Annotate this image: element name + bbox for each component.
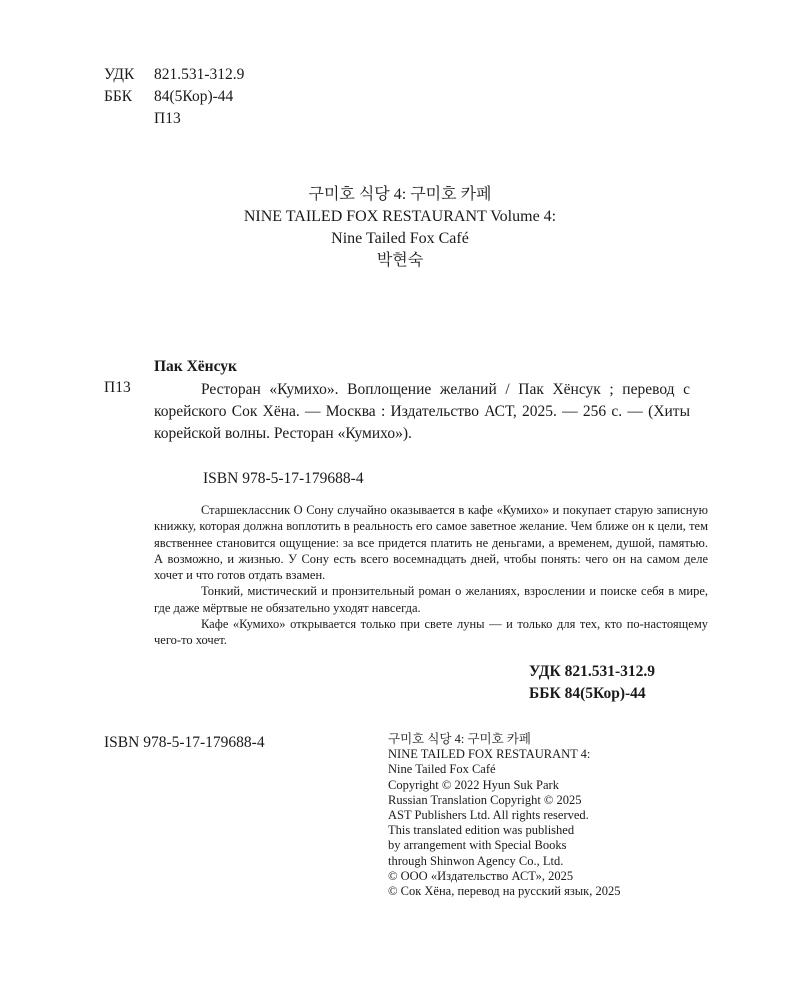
record-cutter: П13 <box>104 379 131 396</box>
copyright-line: 구미호 식당 4: 구미호 카페 <box>388 732 531 746</box>
original-title-block <box>0 184 800 272</box>
cutter-row <box>104 108 244 130</box>
bold-classification-codes <box>529 661 655 705</box>
bbk-value: 84(5Кор)-44 <box>154 88 234 105</box>
copyright-line: by arrangement with Special Books <box>388 838 567 853</box>
korean-author: 박현숙 <box>376 252 424 269</box>
copyright-block <box>388 732 620 899</box>
bold-udk: УДК 821.531-312.9 <box>529 663 655 680</box>
annotation-paragraph-1: Старшеклассник О Сону случайно оказывается в кафе «Кумихо» и покупает старую записную книжку, которая должна воплотить в реальность его самое заветное желание. Чем ближе он к цели, тем явственнее становится ощущение: за все придется платить не деньгами, а временем, душой, памятью. А возможно, и жизнью. У Сону есть всего восемнадцать дней, чтобы понять: чего он на самом деле хочет и что готов отдать взамен. <box>154 503 708 583</box>
bottom-isbn: ISBN 978-5-17-179688-4 <box>104 734 265 751</box>
cutter-code: П13 <box>154 110 181 127</box>
annotation <box>154 502 708 649</box>
record-isbn: ISBN 978-5-17-179688-4 <box>203 470 364 487</box>
annotation-paragraph-3: Кафе «Кумихо» открывается только при свете луны — и только для тех, кто по-настоящему чего-то хочет. <box>154 617 708 648</box>
classification-codes <box>104 64 244 130</box>
bold-bbk: ББК 84(5Кор)-44 <box>529 685 646 702</box>
copyright-line: Nine Tailed Fox Café <box>388 762 496 777</box>
english-title-line-2: Nine Tailed Fox Café <box>331 230 469 247</box>
copyright-line: Russian Translation Copyright © 2025 <box>388 792 582 807</box>
udk-value: 821.531-312.9 <box>154 66 245 83</box>
record-author: Пак Хёнсук <box>154 358 237 375</box>
copyright-line: © Сок Хёна, перевод на русский язык, 2025 <box>388 884 621 899</box>
copyright-line: AST Publishers Ltd. All rights reserved. <box>388 808 589 823</box>
annotation-paragraph-2: Тонкий, мистический и пронзительный роман о желаниях, взрослении и поиске себя в мире, где даже мёртвые не обязательно уходят навсегда. <box>154 584 708 615</box>
copyright-line: Copyright © 2022 Hyun Suk Park <box>388 777 559 792</box>
copyright-line: NINE TAILED FOX RESTAURANT 4: <box>388 747 591 762</box>
udk-label: УДК <box>104 66 135 83</box>
korean-title: 구미호 식당 4: 구미호 카페 <box>308 186 492 203</box>
copyright-line: through Shinwon Agency Co., Ltd. <box>388 853 564 868</box>
bbk-row <box>104 86 244 108</box>
copyright-line: This translated edition was published <box>388 823 575 838</box>
copyright-line: © ООО «Издательство АСТ», 2025 <box>388 868 574 883</box>
english-title-line-1: NINE TAILED FOX RESTAURANT Volume 4: <box>243 208 557 225</box>
udk-row <box>104 64 244 86</box>
bbk-label: ББК <box>104 88 133 105</box>
bibliographic-description: Ресторан «Кумихо». Воплощение желаний / Пак Хёнсук ; перевод с корейского Сок Хёна. — Москва : Издательство АСТ, 2025. — 256 с. — (Хиты корейской волны. Ресторан «Кумихо»). <box>154 381 690 442</box>
